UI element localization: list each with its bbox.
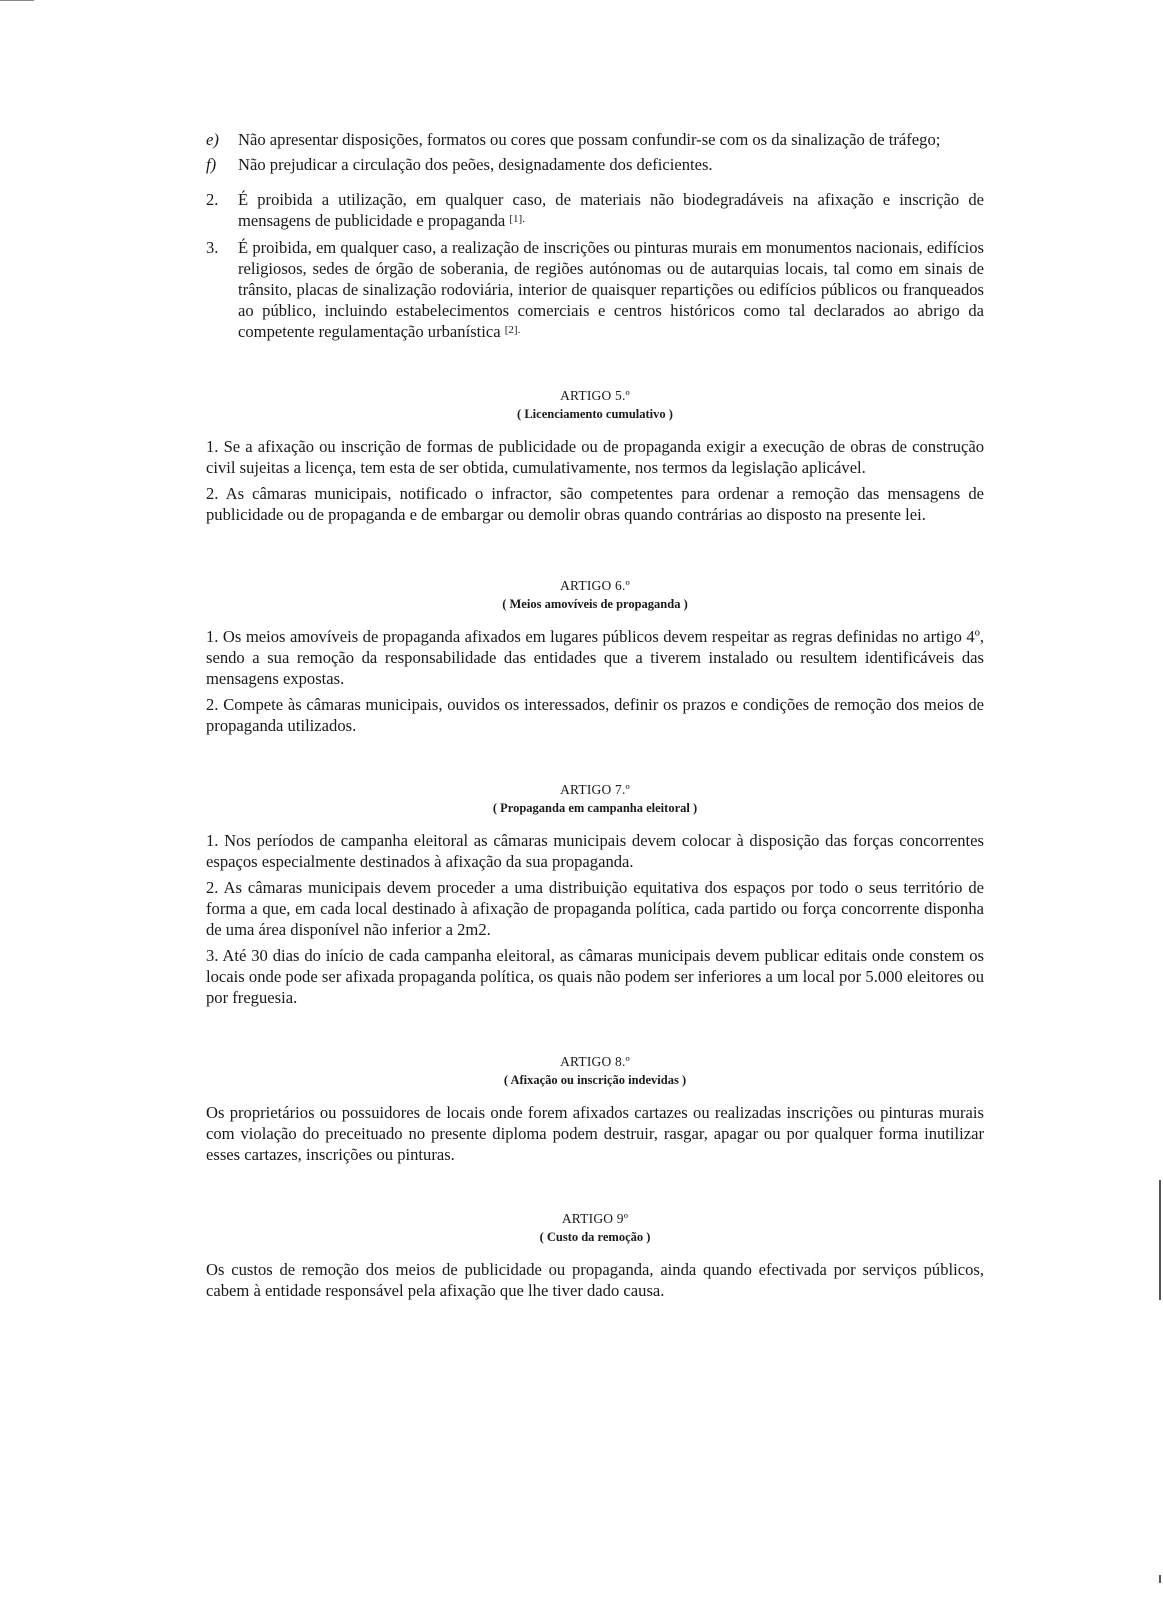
scan-edge-mark bbox=[0, 0, 34, 1]
footnote-ref: [2]. bbox=[504, 324, 521, 336]
article-paragraph: 3. Até 30 dias do início de cada campanha eleitoral, as câmaras municipais devem publicar editais onde constem os locais onde pode ser afixada propaganda política, os quais não podem ser inferiores a um local por 5.000 eleitores ou por freguesia. bbox=[206, 946, 984, 1007]
list-item-text: Não prejudicar a circulação dos peões, designadamente dos deficientes. bbox=[238, 155, 713, 174]
list-marker: e) bbox=[206, 130, 219, 149]
article-6 bbox=[206, 577, 984, 736]
article-9 bbox=[206, 1210, 984, 1301]
scan-edge-dot bbox=[1159, 1575, 1161, 1583]
article-subtitle: ( Meios amovíveis de propaganda ) bbox=[502, 597, 688, 611]
list-marker: f) bbox=[206, 155, 217, 174]
article-title: ARTIGO 9º bbox=[561, 1211, 629, 1226]
article-paragraph: 2. As câmaras municipais devem proceder a uma distribuição equitativa dos espaços por todo o seus território de forma a que, em cada local destinado à afixação de propaganda política, cada partido ou força concorrente disponha de uma área disponível não inferior a 2m2. bbox=[206, 878, 984, 939]
document-body bbox=[206, 129, 984, 1306]
article-5 bbox=[206, 387, 984, 525]
article-subtitle: ( Propaganda em campanha eleitoral ) bbox=[492, 801, 698, 815]
footnote-ref: [1]. bbox=[509, 213, 525, 225]
article-title: ARTIGO 6.º bbox=[560, 578, 630, 593]
article-subtitle: ( Licenciamento cumulativo ) bbox=[517, 407, 673, 421]
article-paragraph: 1. Nos períodos de campanha eleitoral as câmaras municipais devem colocar à disposição das forças concorrentes espaços especialmente destinados à afixação da sua propaganda. bbox=[206, 831, 984, 871]
item-text: É proibida, em qualquer caso, a realização de inscrições ou pinturas murais em monumentos nacionais, edifícios religiosos, sedes de órgão de soberania, de regiões autónomas ou de autarquias locais, tal como em sinais de trânsito, placas de sinalização rodoviária, interior de quaisquer repartições ou edifícios públicos ou franqueados ao público, incluindo estabelecimentos comerciais e centros históricos como tal declarados ao abrigo da competente regulamentação urbanística bbox=[238, 238, 984, 341]
article-paragraph: Os proprietários ou possuidores de locais onde forem afixados cartazes ou realizadas inscrições ou pinturas murais com violação do preceituado no presente diploma podem destruir, rasgar, apagar ou por qualquer forma inutilizar esses cartazes, inscrições ou pinturas. bbox=[206, 1103, 984, 1164]
item-text: É proibida a utilização, em qualquer caso, de materiais não biodegradáveis na afixação e inscrição de mensagens de publicidade e propaganda bbox=[238, 190, 984, 230]
article-paragraph: 1. Os meios amovíveis de propaganda afixados em lugares públicos devem respeitar as regras definidas no artigo 4º, sendo a sua remoção da responsabilidade das entidades que a tiverem instalado ou resultem identificáveis das mensagens expostas. bbox=[206, 627, 984, 688]
numbered-item bbox=[206, 237, 984, 342]
article-title: ARTIGO 8.º bbox=[560, 1054, 630, 1069]
list-item-text: Não apresentar disposições, formatos ou cores que possam confundir-se com os da sinalização de tráfego; bbox=[238, 130, 941, 149]
item-number: 2. bbox=[206, 190, 219, 209]
article-8 bbox=[206, 1053, 984, 1165]
scan-edge-mark-right bbox=[1159, 1180, 1161, 1300]
article-7 bbox=[206, 781, 984, 1008]
item-number: 3. bbox=[206, 238, 219, 257]
article-title: ARTIGO 7.º bbox=[560, 782, 630, 797]
article-paragraph: Os custos de remoção dos meios de publicidade ou propaganda, ainda quando efectivada por serviços públicos, cabem à entidade responsável pela afixação que lhe tiver dado causa. bbox=[206, 1260, 984, 1300]
article-subtitle: ( Custo da remoção ) bbox=[539, 1230, 651, 1244]
article-paragraph: 1. Se a afixação ou inscrição de formas de publicidade ou de propaganda exigir a execução de obras de construção civil sujeitas a licença, tem esta de ser obtida, cumulativamente, nos termos da legislação aplicável. bbox=[206, 437, 984, 477]
numbered-list bbox=[206, 189, 984, 342]
intro-list bbox=[206, 129, 984, 175]
list-item bbox=[206, 154, 984, 175]
article-paragraph: 2. Compete às câmaras municipais, ouvidos os interessados, definir os prazos e condições de remoção dos meios de propaganda utilizados. bbox=[206, 695, 984, 735]
list-item bbox=[206, 129, 984, 150]
article-paragraph: 2. As câmaras municipais, notificado o infractor, são competentes para ordenar a remoção das mensagens de publicidade ou de propaganda e de embargar ou demolir obras quando contrárias ao disposto na presente lei. bbox=[206, 484, 984, 524]
numbered-item bbox=[206, 189, 984, 231]
article-title: ARTIGO 5.º bbox=[560, 388, 630, 403]
article-subtitle: ( Afixação ou inscrição indevidas ) bbox=[503, 1073, 687, 1087]
